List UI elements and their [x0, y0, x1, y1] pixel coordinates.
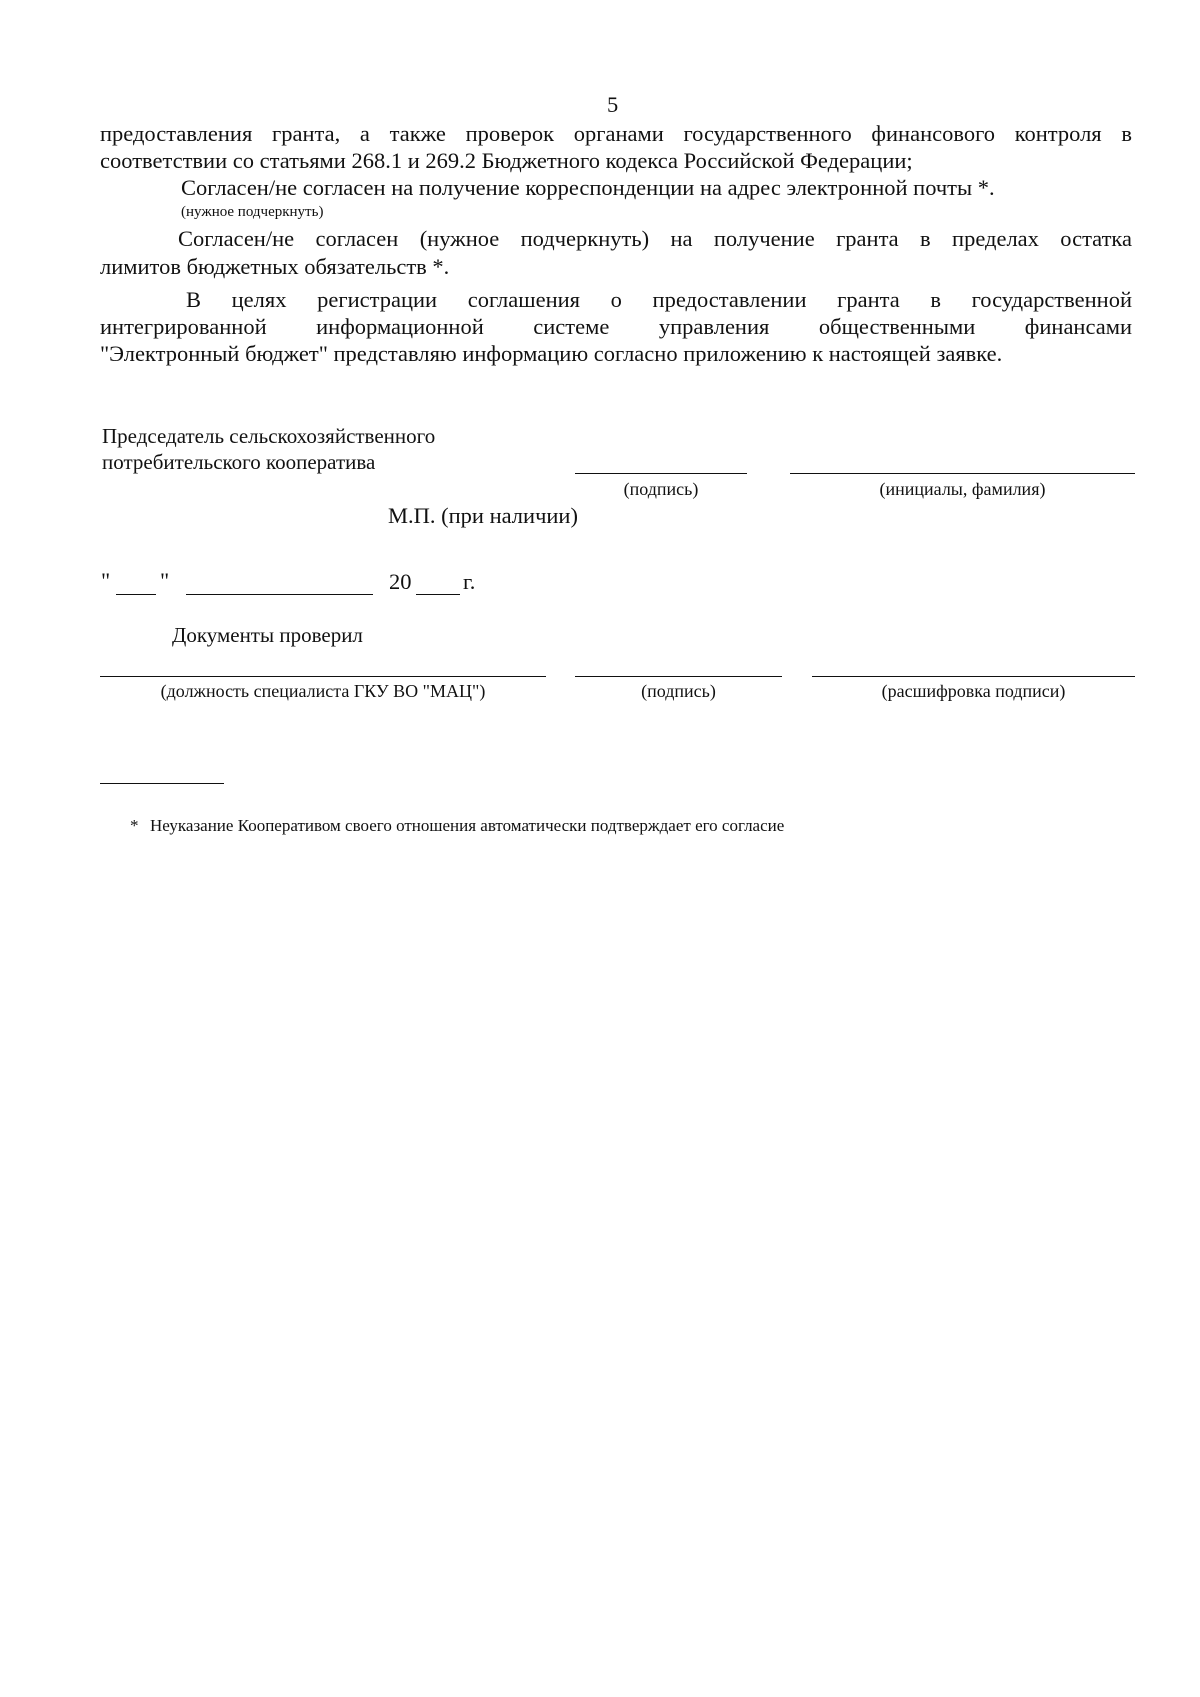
paragraph-4-line-2: интегрированной информационной системе управления общественными финансами — [100, 314, 1132, 339]
footnote-text: Неуказание Кооперативом своего отношения автоматически подтверждает его согласие — [150, 816, 785, 835]
paragraph-4-line-1: В целях регистрации соглашения о предоставлении гранта в государственной — [186, 287, 1132, 312]
chairman-name-line — [790, 473, 1135, 474]
specialist-decoding-caption: (расшифровка подписи) — [881, 681, 1066, 701]
underline-note: (нужное подчеркнуть) — [181, 204, 324, 220]
date-year-line — [416, 594, 460, 595]
page-number: 5 — [607, 92, 619, 117]
footnote-marker: * — [130, 816, 139, 835]
date-year-suffix: г. — [463, 569, 476, 594]
verification-title: Документы проверил — [172, 623, 363, 647]
date-month-line — [186, 594, 373, 595]
chairman-title-line-1: Председатель сельскохозяйственного — [102, 424, 436, 448]
specialist-decoding-line — [812, 676, 1135, 677]
chairman-signature-caption: (подпись) — [623, 479, 699, 499]
paragraph-2-line-1: Согласен/не согласен на получение корреспонденции на адрес электронной почты *. — [181, 175, 995, 200]
specialist-signature-line — [575, 676, 782, 677]
specialist-position-line — [100, 676, 546, 677]
chairman-title-line-2: потребительского кооператива — [102, 450, 376, 474]
specialist-position-caption: (должность специалиста ГКУ ВО "МАЦ") — [160, 681, 486, 701]
chairman-signature-line — [575, 473, 747, 474]
paragraph-3-line-1: Согласен/не согласен (нужное подчеркнуть) на получение гранта в пределах остатка — [178, 226, 1132, 251]
date-day-line — [116, 594, 156, 595]
paragraph-1-line-2: соответствии со статьями 268.1 и 269.2 Бюджетного кодекса Российской Федерации; — [100, 148, 913, 173]
paragraph-4-line-3: "Электронный бюджет" представляю информацию согласно приложению к настоящей заявке. — [100, 341, 1003, 366]
date-year-prefix: 20 — [389, 569, 412, 594]
date-close-quote: " — [160, 568, 170, 593]
stamp-label: М.П. (при наличии) — [388, 503, 578, 528]
specialist-signature-caption: (подпись) — [641, 681, 716, 701]
footnote-separator — [100, 783, 224, 784]
date-open-quote: " — [101, 568, 111, 593]
paragraph-3-line-2: лимитов бюджетных обязательств *. — [100, 254, 450, 279]
chairman-name-caption: (инициалы, фамилия) — [879, 479, 1046, 499]
paragraph-1-line-1: предоставления гранта, а также проверок органами государственного финансового контроля в — [100, 121, 1132, 146]
